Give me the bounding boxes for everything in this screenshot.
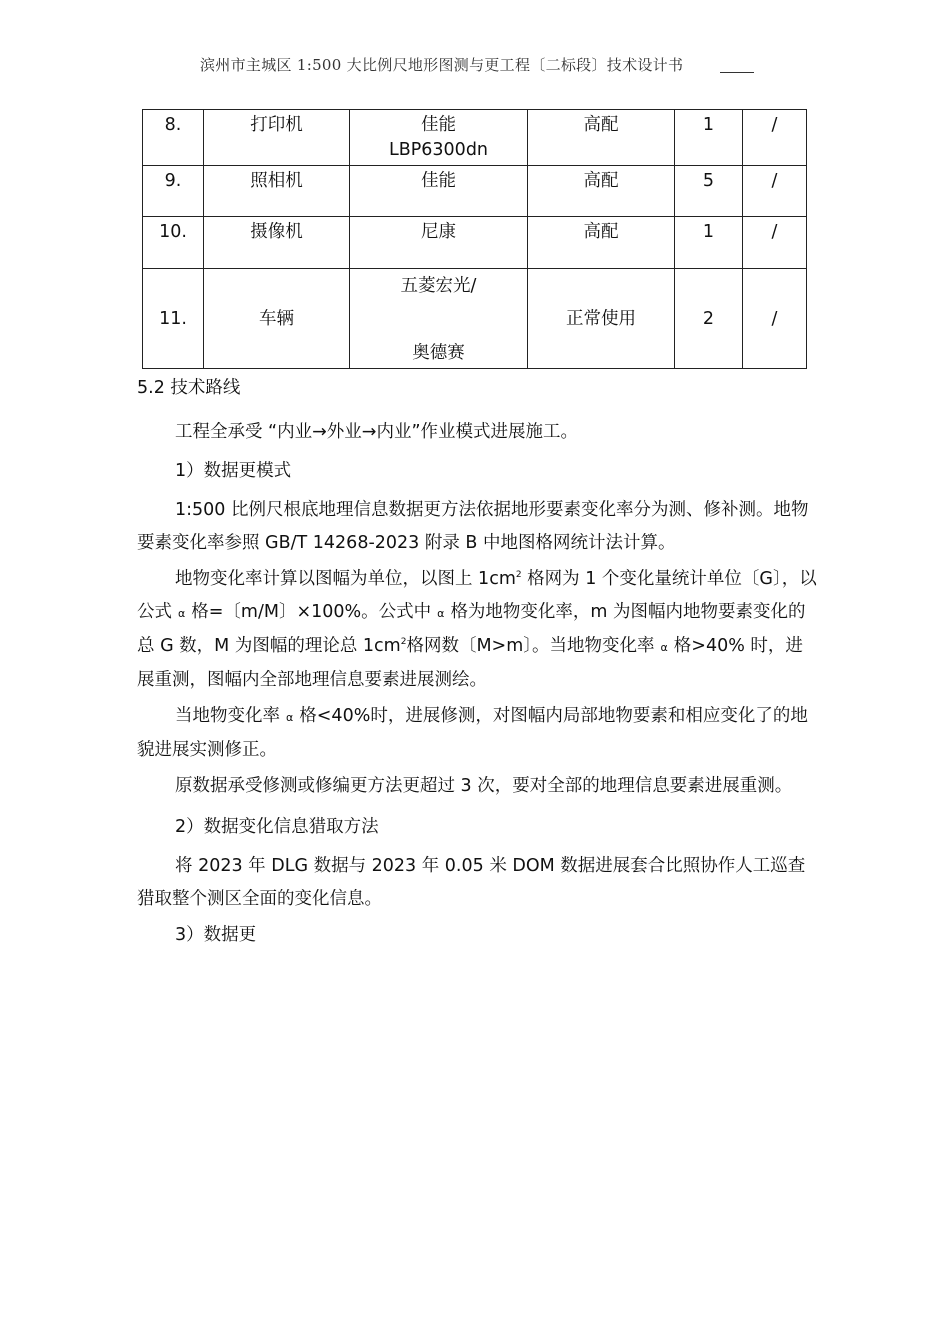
table-row	[143, 269, 807, 369]
superscript: 2	[515, 570, 522, 581]
paragraph: 原数据承受修测或修编更方法更超过 3 次，要对全部的地理信息要素进展重测。	[175, 776, 793, 796]
cell-no: 10.	[143, 217, 204, 269]
table-row	[143, 217, 807, 269]
cell-grade: 高配	[528, 166, 675, 217]
cell-name: 照相机	[204, 166, 350, 217]
cell-note: /	[743, 269, 807, 369]
text-run: 格为地物变化率，m 为图幅内地物要素变化的总 G 数，M 为图幅的理论总 1cm	[137, 602, 806, 656]
cell-brand-line1: 佳能	[421, 115, 456, 135]
cell-note: /	[743, 217, 807, 269]
cell-brand-line2: LBP6300dn	[388, 140, 489, 160]
superscript: 2	[400, 637, 407, 648]
paragraph: 1:500 比例尺根底地理信息数据更方法依据地形要素变化率分为测、修补测。地物要素变化率参照 GB/T 14268-2023 附录 B 中地图格网统计法计算。	[137, 500, 809, 553]
cell-brand-line2: 奥德赛	[412, 343, 465, 363]
table-row	[143, 166, 807, 217]
cell-no: 8.	[143, 110, 204, 166]
cell-qty: 1	[675, 110, 743, 166]
paragraph: 将 2023 年 DLG 数据与 2023 年 0.05 米 DOM 数据进展套合比照协作人工巡查猎取整个测区全面的变化信息。	[137, 856, 806, 909]
equipment-table	[142, 109, 807, 369]
cell-qty: 5	[675, 166, 743, 217]
text-run: 格<40%时，进展修测，对图幅内局部地物要素和相应变化了的地貌进展实测修正。	[137, 706, 808, 760]
section-heading: 5.2 技术路线	[137, 378, 241, 398]
text-run: 格=〔m/M〕×100%。公式中	[191, 602, 432, 622]
cell-name: 摄像机	[204, 217, 350, 269]
subheading: 3）数据更	[175, 925, 257, 945]
alpha-symbol: α	[286, 711, 294, 724]
alpha-symbol: α	[660, 641, 668, 654]
cell-no: 11.	[143, 269, 204, 369]
cell-note: /	[743, 110, 807, 166]
cell-name: 车辆	[204, 269, 350, 369]
cell-grade: 高配	[528, 110, 675, 166]
subheading: 2）数据变化信息猎取方法	[175, 817, 379, 837]
paragraph: 工程全承受 “内业→外业→内业”作业模式进展施工。	[175, 422, 579, 442]
body-text	[137, 416, 817, 952]
paragraph	[137, 563, 817, 697]
cell-note: /	[743, 166, 807, 217]
cell-brand: 尼康	[350, 217, 528, 269]
cell-brand: 佳能	[350, 166, 528, 217]
cell-qty: 2	[675, 269, 743, 369]
cell-brand	[350, 110, 528, 166]
cell-no: 9.	[143, 166, 204, 217]
header-rule	[720, 72, 754, 73]
page-header: 滨州市主城区 1:500 大比例尺地形图测与更工程〔二标段〕技术设计书	[200, 56, 684, 74]
alpha-symbol: α	[178, 607, 186, 620]
text-run: 地物变化率计算以图幅为单位，以图上 1cm	[175, 569, 516, 589]
text-run: 格网数〔M>m〕。当地物变化率	[406, 636, 655, 656]
cell-grade: 正常使用	[528, 269, 675, 369]
cell-grade: 高配	[528, 217, 675, 269]
text-run: 格>40% 时，进展重测，图幅内全部地理信息要素进展测绘。	[137, 636, 803, 690]
cell-name: 打印机	[204, 110, 350, 166]
cell-brand	[350, 269, 528, 369]
paragraph	[137, 700, 817, 767]
cell-brand-line1: 五菱宏光/	[400, 276, 477, 296]
text-run: 格网为 1 个变化量统计单位〔G〕，以公式	[137, 569, 817, 622]
subheading: 1）数据更模式	[175, 461, 292, 481]
table-row	[143, 110, 807, 166]
alpha-symbol: α	[437, 607, 445, 620]
text-run: 当地物变化率	[175, 706, 280, 726]
cell-qty: 1	[675, 217, 743, 269]
